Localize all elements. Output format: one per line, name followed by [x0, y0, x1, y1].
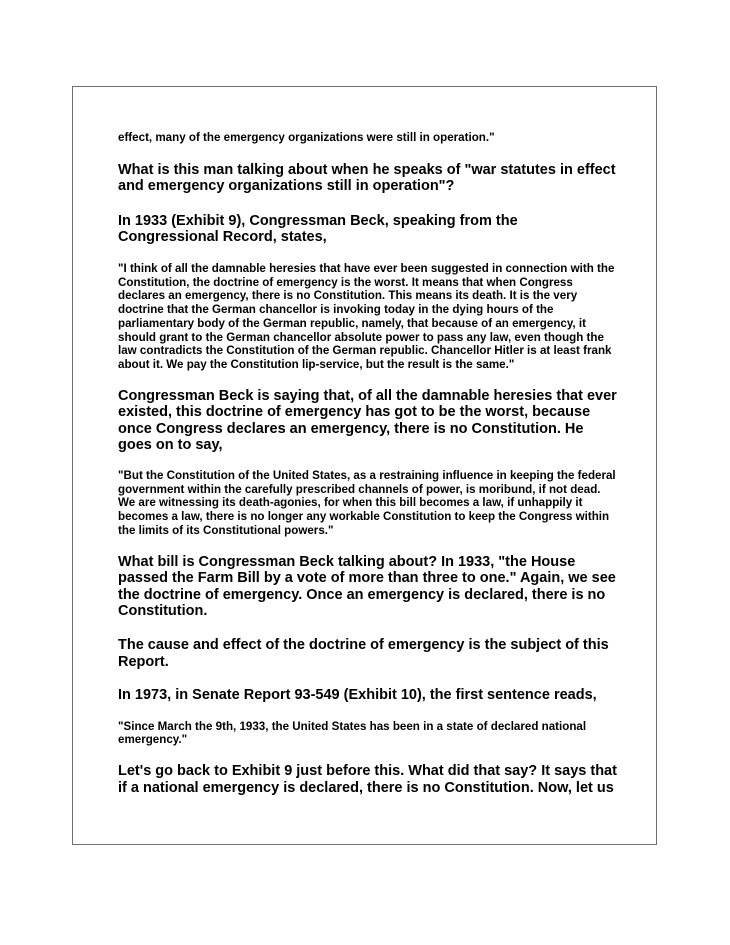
paragraph-beck-commentary: Congressman Beck is saying that, of all the damnable heresies that ever existed, this doctrine of emergency has got to be the worst, because once Congress declares an emergency, there is no Constitution. He goes on to say, [118, 387, 617, 454]
paragraph-beck-intro: In 1933 (Exhibit 9), Congressman Beck, speaking from the Congressional Record, states, [118, 212, 518, 246]
paragraph-report-subject: The cause and effect of the doctrine of emergency is the subject of this Report. [118, 636, 609, 670]
paragraph-senate-report: In 1973, in Senate Report 93-549 (Exhibit 10), the first sentence reads, [118, 687, 597, 704]
paragraph-question: What is this man talking about when he speaks of "war statutes in effect and emergency organizations still in operation"? [118, 161, 616, 195]
paragraph-farm-bill: What bill is Congressman Beck talking about? In 1933, "the House passed the Farm Bill by a vote of more than three to one." Again, we see the doctrine of emergency. Once an emergency is declared, there is no Constitution. [118, 553, 616, 620]
document-body [118, 131, 618, 796]
paragraph-beck-quote-2: "But the Constitution of the United States, as a restraining influence in keeping the federal government within the carefully prescribed channels of power, is moribund, if not dead. We are witnessing its death-agonies, for when this bill becomes a law, if unhappily it becomes a law, there is no longer any workable Constitution to keep the Congress within the limits of its Constitutional powers." [118, 469, 616, 537]
paragraph-senate-quote: "Since March the 9th, 1933, the United States has been in a state of declared national emergency." [118, 719, 587, 747]
paragraph-beck-quote-1: "I think of all the damnable heresies that have ever been suggested in connection with the Constitution, the doctrine of emergency is the worst. It means that when Congress declares an emergency, there is no Constitution. This means its death. It is the very doctrine that the German chancellor is invoking today in the dying hours of the parliamentary body of the German republic, namely, that because of an emergency, it should grant to the German chancellor absolute power to pass any law, even though the law contradicts the Constitution of the German republic. Chancellor Hitler is at least frank about it. We pay the Constitution lip-service, but the result is the same." [118, 262, 615, 371]
paragraph-exhibit-9-recap: Let's go back to Exhibit 9 just before this. What did that say? It says that if a national emergency is declared, there is no Constitution. Now, let us [118, 763, 617, 796]
paragraph-quote-continuation: effect, many of the emergency organizations were still in operation." [118, 131, 495, 144]
